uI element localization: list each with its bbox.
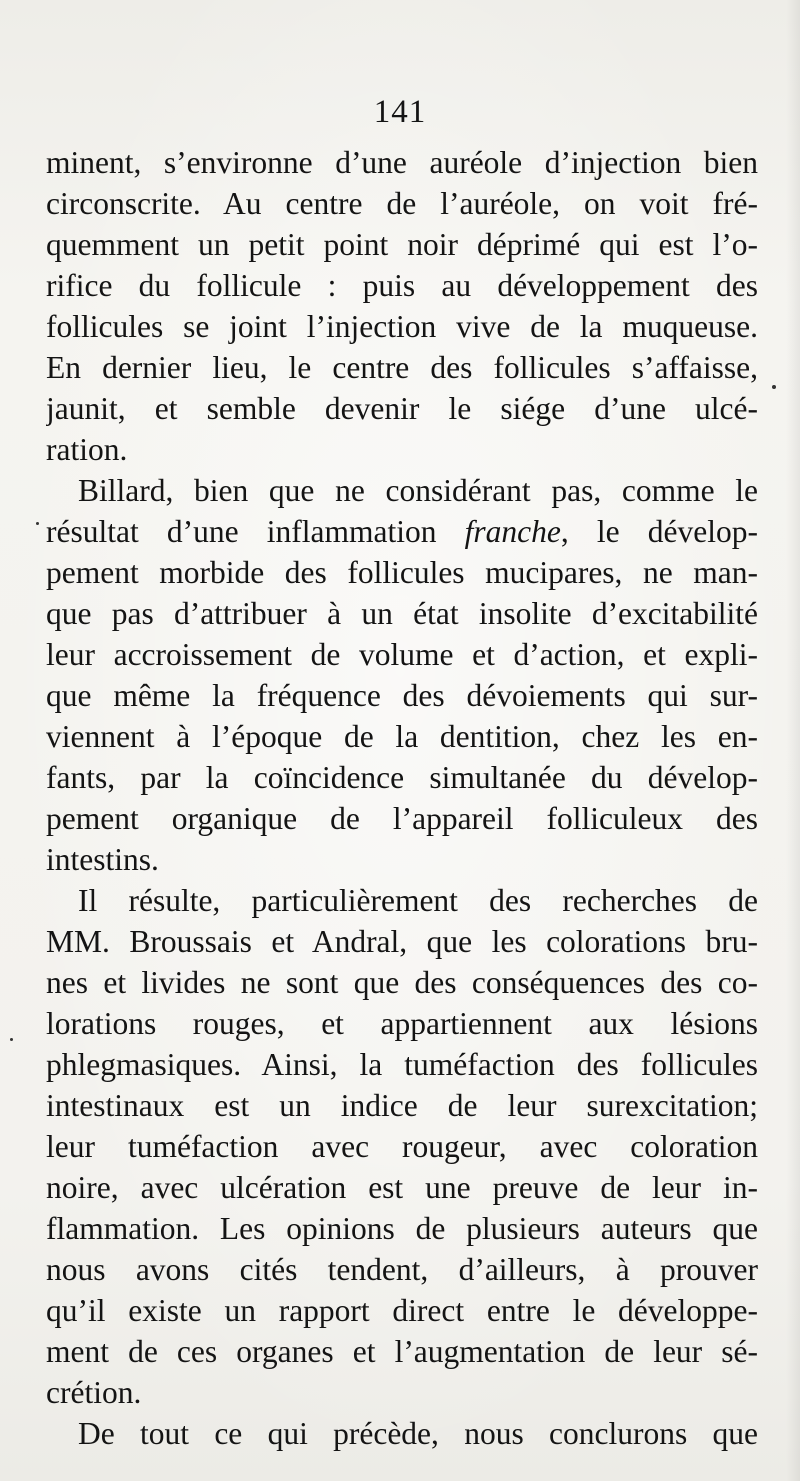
ink-speck xyxy=(10,1038,13,1041)
text-line: que même la fréquence des dévoiements qui sur- xyxy=(46,678,758,713)
text-fragment: , le dévelop- xyxy=(560,514,758,549)
text-line: De tout ce qui précède, nous conclurons que xyxy=(78,1416,758,1451)
text-line: pement organique de l’appareil folliculeux des xyxy=(46,801,758,836)
italic-word: franche xyxy=(464,514,561,549)
text-line: intestinaux est un indice de leur surexcitation; xyxy=(46,1088,758,1123)
text-line: quemment un petit point noir déprimé qui est l’o- xyxy=(46,227,758,262)
text-line: Il résulte, particulièrement des recherches de xyxy=(78,883,758,918)
text-line: follicules se joint l’injection vive de la muqueuse. xyxy=(46,309,758,344)
text-line: Billard, bien que ne considérant pas, comme le xyxy=(78,473,758,508)
text-line: nes et livides ne sont que des conséquences des co- xyxy=(46,965,758,1000)
text-line: crétion. xyxy=(46,1375,142,1410)
text-line: ration. xyxy=(46,432,128,467)
text-line: jaunit, et semble devenir le siége d’une ulcé- xyxy=(46,391,758,426)
text-line: flammation. Les opinions de plusieurs auteurs que xyxy=(46,1211,758,1246)
text-line: lorations rouges, et appartiennent aux lésions xyxy=(46,1006,758,1041)
text-line: En dernier lieu, le centre des follicules s’affaisse, xyxy=(46,350,758,385)
page-edge-shadow xyxy=(786,0,800,1481)
body-text xyxy=(46,142,758,1454)
text-line: rifice du follicule : puis au développement des xyxy=(46,268,758,303)
text-line: ment de ces organes et l’augmentation de leur sé- xyxy=(46,1334,758,1369)
text-line: phlegmasiques. Ainsi, la tuméfaction des follicules xyxy=(46,1047,758,1082)
text-line: que pas d’attribuer à un état insolite d’excitabilité xyxy=(46,596,758,631)
text-line: leur accroissement de volume et d’action, et expli- xyxy=(46,637,758,672)
text-line: MM. Broussais et Andral, que les colorations bru- xyxy=(46,924,758,959)
text-line: pement morbide des follicules mucipares, ne man- xyxy=(46,555,758,590)
text-line: fants, par la coïncidence simultanée du dévelop- xyxy=(46,760,758,795)
text-line: circonscrite. Au centre de l’auréole, on voit fré- xyxy=(46,186,758,221)
text-line: nous avons cités tendent, d’ailleurs, à prouver xyxy=(46,1252,758,1287)
text-line: leur tuméfaction avec rougeur, avec coloration xyxy=(46,1129,758,1164)
text-line: intestins. xyxy=(46,842,159,877)
text-line: viennent à l’époque de la dentition, chez les en- xyxy=(46,719,758,754)
text-fragment: résultat d’une inflammation xyxy=(46,514,465,549)
text-line xyxy=(46,511,758,552)
ink-speck xyxy=(772,385,776,389)
text-line: noire, avec ulcération est une preuve de leur in- xyxy=(46,1170,758,1205)
text-line: qu’il existe un rapport direct entre le développe- xyxy=(46,1293,758,1328)
page-number: 141 xyxy=(373,94,427,130)
ink-speck xyxy=(36,522,39,525)
text-line: minent, s’environne d’une auréole d’injection bien xyxy=(46,145,758,180)
